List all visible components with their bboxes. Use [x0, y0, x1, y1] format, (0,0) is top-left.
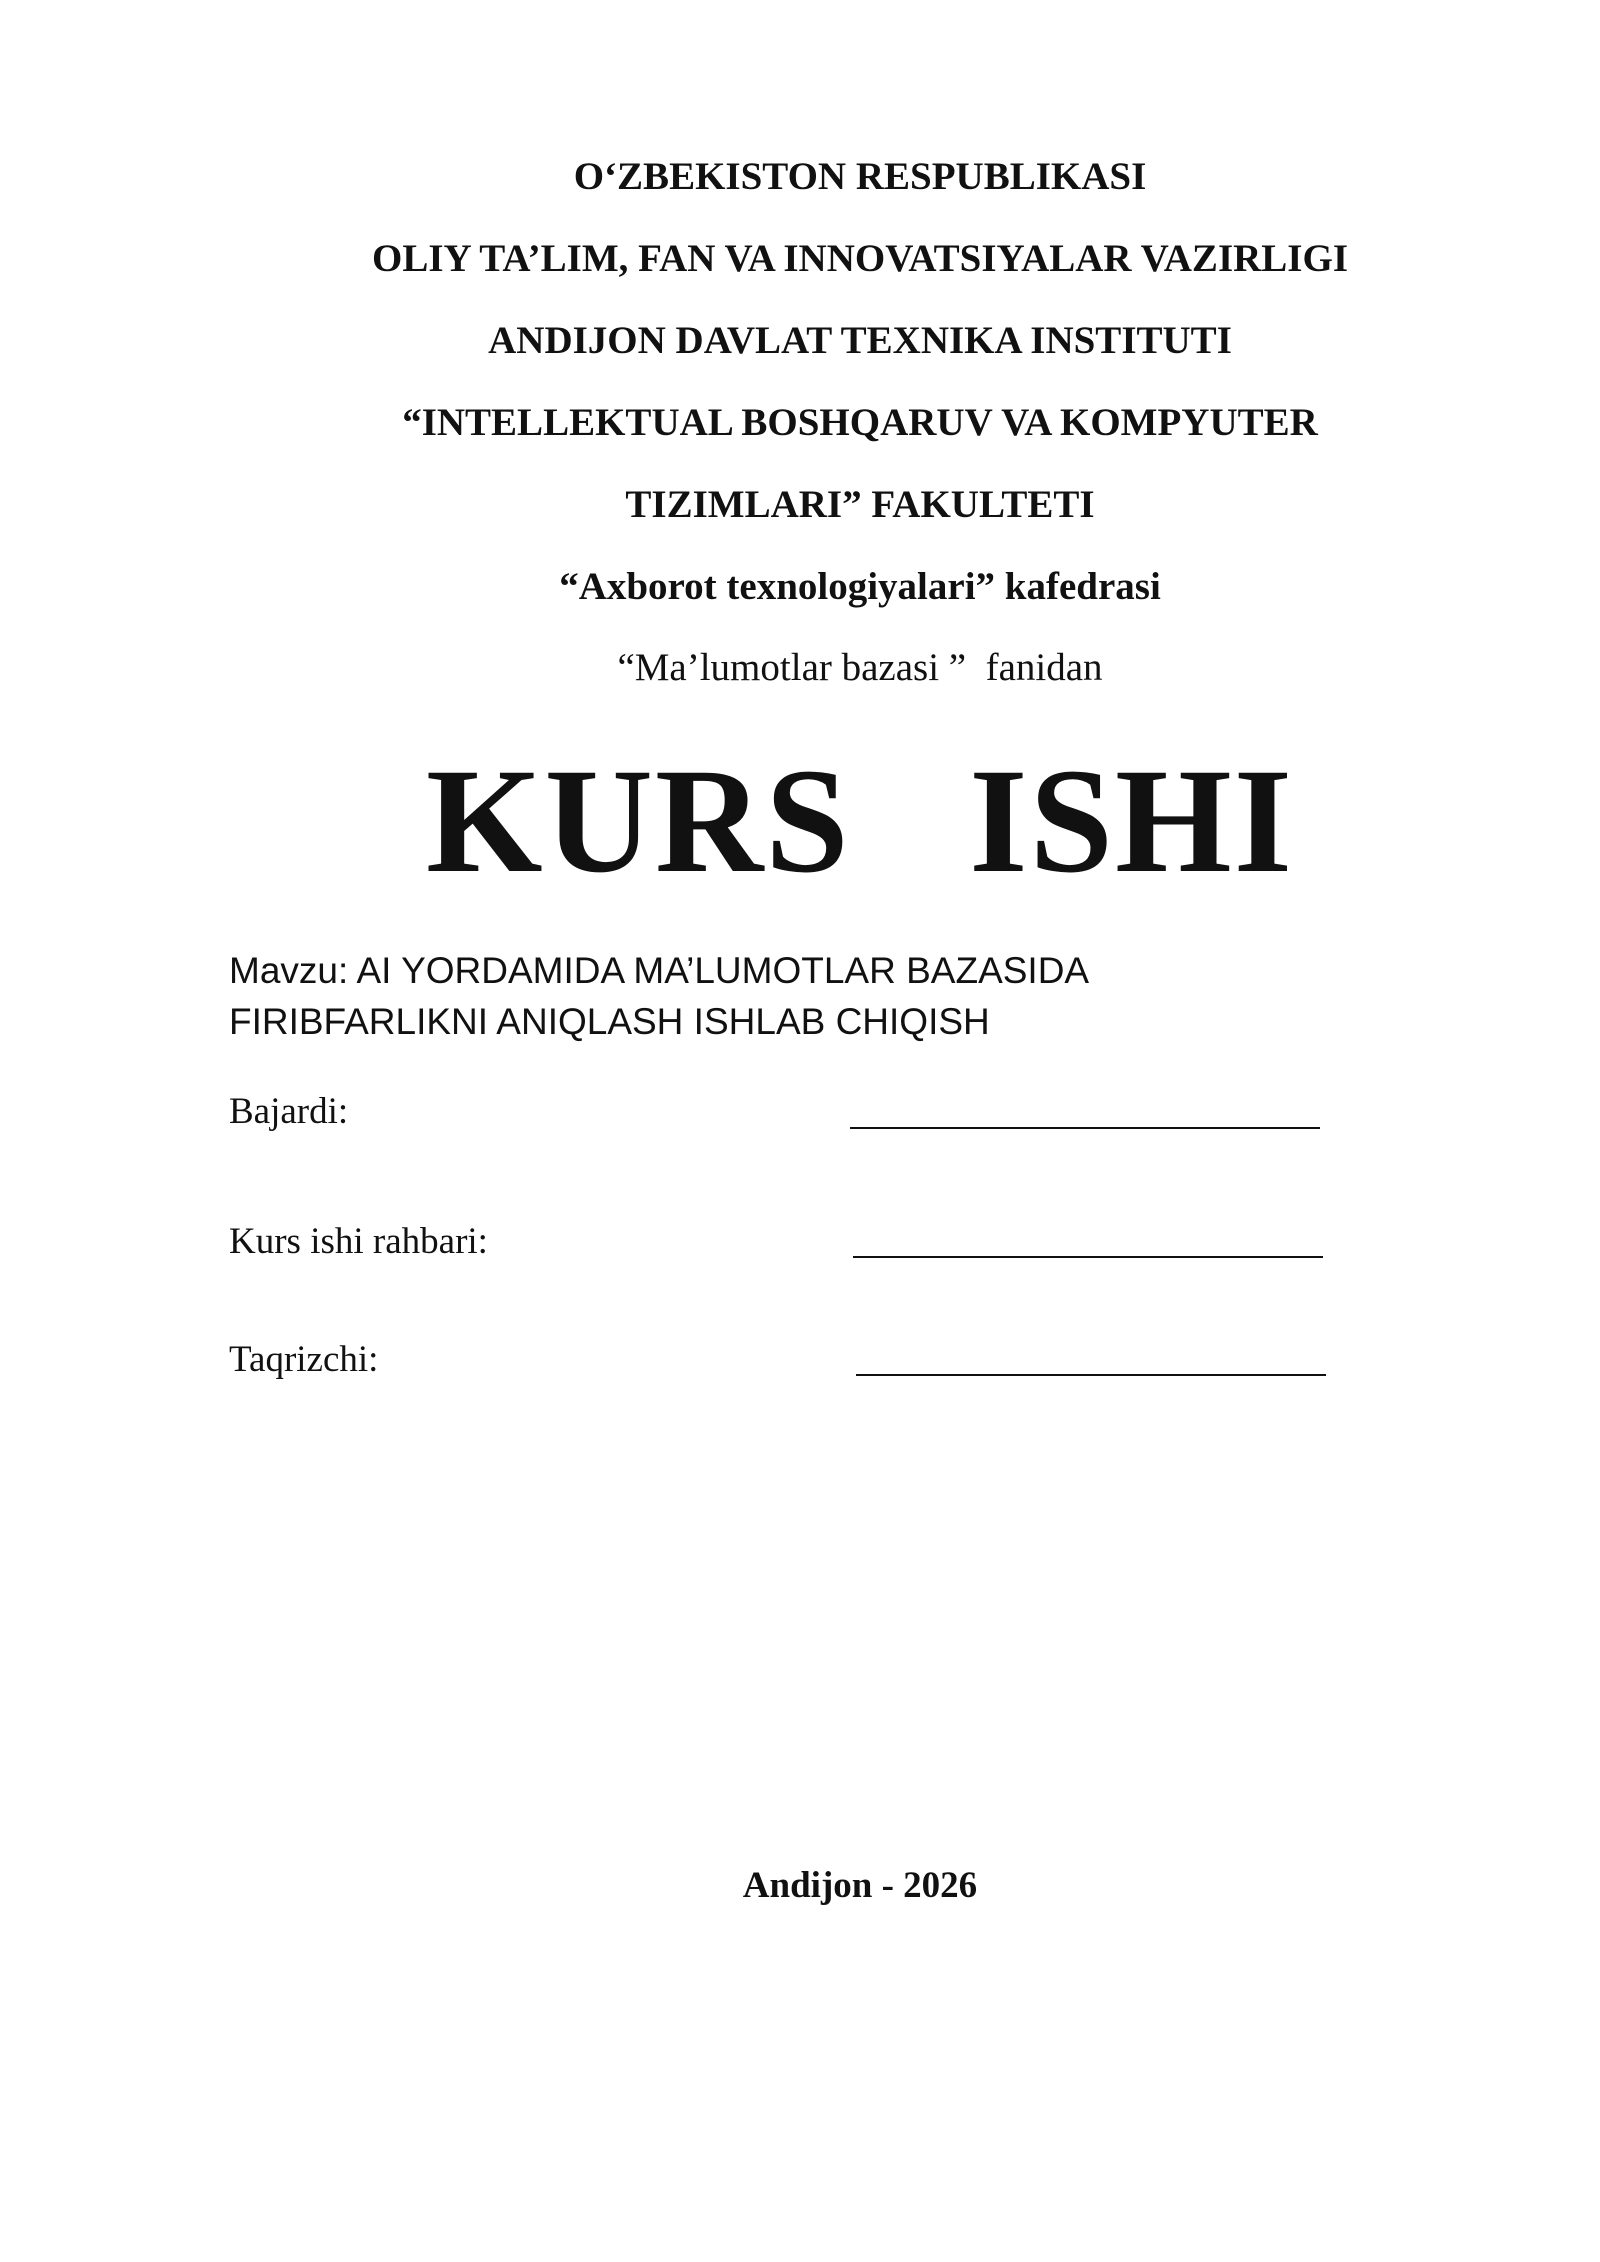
header-ministry: OLIY TA’LIM, FAN VA INNOVATSIYALAR VAZIRLIGI [372, 237, 1348, 280]
topic-line-1: Mavzu: AI YORDAMIDA MA’LUMOTLAR BAZASIDA [229, 950, 1090, 991]
topic-line-2: FIRIBFARLIKNI ANIQLASH ISHLAB CHIQISH [229, 1001, 990, 1042]
supervisor-signature-line [853, 1256, 1323, 1258]
header-faculty-line2: TIZIMLARI” FAKULTETI [625, 483, 1095, 526]
header-department: “Axborot texnologiyalari” kafedrasi [559, 565, 1161, 608]
reviewer-label: Taqrizchi: [229, 1339, 379, 1380]
subject-line: “Ma’lumotlar bazasi ” fanidan [617, 646, 1103, 689]
header-faculty-line1: “INTELLEKTUAL BOSHQARUV VA KOMPYUTER [402, 401, 1318, 444]
performer-signature-line [850, 1127, 1320, 1129]
reviewer-signature-line [856, 1374, 1326, 1376]
document-title: KURS ISHI [425, 738, 1295, 904]
footer-city-year: Andijon - 2026 [742, 1865, 978, 1906]
supervisor-label: Kurs ishi rahbari: [229, 1221, 488, 1262]
header-institute: ANDIJON DAVLAT TEXNIKA INSTITUTI [488, 319, 1232, 362]
header-republic: O‘ZBEKISTON RESPUBLIKASI [573, 155, 1147, 198]
topic-block [229, 945, 1429, 1047]
performer-label: Bajardi: [229, 1091, 349, 1132]
